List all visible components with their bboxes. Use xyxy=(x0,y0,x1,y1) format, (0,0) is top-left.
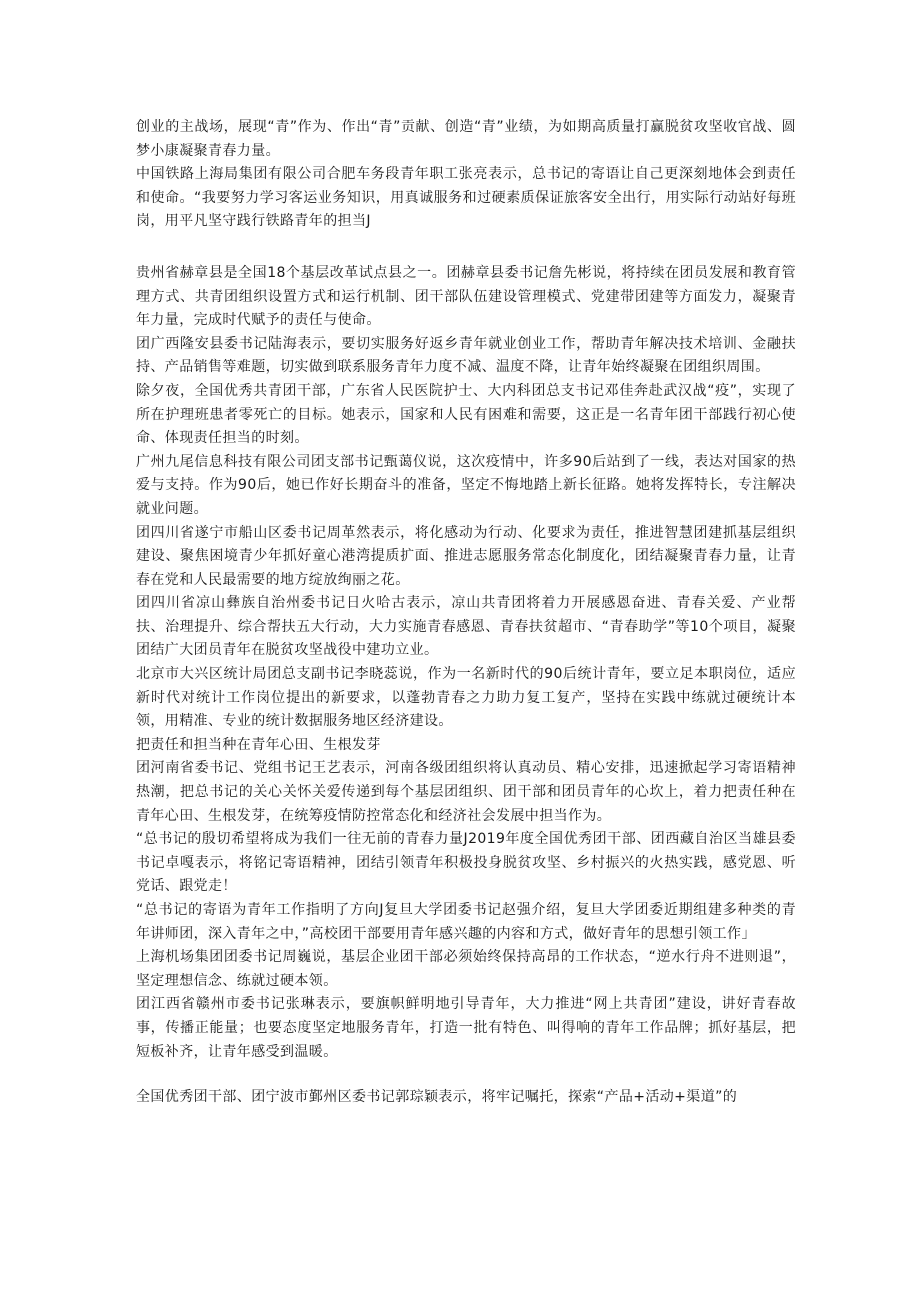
paragraph-spacer xyxy=(136,234,796,262)
paragraph: 团河南省委书记、党组书记王艺表示，河南各级团组织将认真动员、精心安排，迅速掀起学习寄语精神热潮，把总书记的关心关怀关爱传递到每个基层团组织、团干部和团员青年的心坎上，着力把责任种在青年心田、生根发芽，在统筹疫情防控常态化和经济社会发展中担当作为。 xyxy=(136,760,796,824)
paragraph: 团四川省凉山彝族自治州委书记日火哈古表示，凉山共青团将着力开展感恩奋进、青春关爱、产业帮扶、治理提升、综合帮扶五大行动，大力实施青春感恩、青春扶贫超市、“青春助学”等10个项目，凝聚团结广大团员青年在脱贫攻坚战役中建功立业。 xyxy=(136,595,796,659)
paragraph: 团广西隆安县委书记陆海表示，要切实服务好返乡青年就业创业工作，帮助青年解决技术培训、金融扶持、产品销售等难题，切实做到联系服务青年力度不减、温度不降，让青年始终凝聚在团组织周围。 xyxy=(136,335,796,376)
paragraph: 除夕夜，全国优秀共青团干部，广东省人民医院护士、大内科团总支书记邓佳奔赴武汉战“疫”，实现了所在护理班患者零死亡的目标。她表示，国家和人民有困难和需要，这正是一名青年团干部践行初心使命、体现责任担当的时刻。 xyxy=(136,382,796,447)
paragraph-spacer xyxy=(136,1064,796,1086)
paragraph: “总书记的殷切希望将成为我们一往无前的青春力量J2019年度全国优秀团干部、团西藏自治区当雄县委书记卓嘎表示，将铭记寄语精神，团结引领青年积极投身脱贫攻坚、乡村振兴的火热实践，感党恩、听党话、跟党走！ xyxy=(136,831,796,895)
paragraph: 北京市大兴区统计局团总支副书记李晓蕊说，作为一名新时代的90后统计青年，要立足本职岗位，适应新时代对统计工作岗位提出的新要求，以蓬勃青春之力助力复工复产，坚持在实践中练就过硬统计本领，用精准、专业的统计数据服务地区经济建设。 xyxy=(136,666,796,730)
paragraph: 广州九尾信息科技有限公司团支部书记甄蔼仪说，这次疫情中，许多90后站到了一线，表达对国家的热爱与支持。作为90后，她已作好长期奋斗的准备，坚定不悔地踏上新长征路。她将发挥特长，专注解决就业问题。 xyxy=(136,453,796,517)
paragraph: 团江西省赣州市委书记张琳表示，要旗帜鲜明地引导青年，大力推进“网上共青团”建设，讲好青春故事，传播正能量；也要态度坚定地服务青年，打造一批有特色、叫得响的青年工作品牌；抓好基层，把短板补齐，让青年感受到温暖。 xyxy=(136,996,796,1060)
paragraph: 团四川省遂宁市船山区委书记周革然表示，将化感动为行动、化要求为责任，推进智慧团建抓基层组织建设、聚焦困境青少年抓好童心港湾提质扩面、推进志愿服务常态化制度化，团结凝聚青春力量，让青春在党和人民最需要的地方绽放绚丽之花。 xyxy=(136,524,796,588)
paragraph: 贵州省赫章县是全国18个基层改革试点县之一。团赫章县委书记詹先彬说，将持续在团员发展和教育管理方式、共青团组织设置方式和运行机制、团干部队伍建设管理模式、党建带团建等方面发力，凝聚青年力量，完成时代赋予的责任与使命。 xyxy=(136,264,796,329)
paragraph: “总书记的寄语为青年工作指明了方向J复旦大学团委书记赵强介绍，复旦大学团委近期组建多种类的青年讲师团，深入青年之中，”高校团干部要用青年感兴趣的内容和方式，做好青年的思想引领工作」 xyxy=(136,902,796,942)
section-heading: 把责任和担当种在青年心田、生根发芽 xyxy=(136,736,381,753)
paragraph: 创业的主战场，展现“青”作为、作出“青”贡献、创造“青”业绩，为如期高质量打赢脱贫攻坚收官战、圆梦小康凝聚青春力量。 xyxy=(136,119,796,159)
paragraph: 中国铁路上海局集团有限公司合肥车务段青年职工张亮表示，总书记的寄语让自己更深刻地体会到责任和使命。“我要努力学习客运业务知识，用真诚服务和过硬素质保证旅客安全出行，用实际行动站好每班岗，用平凡坚守践行铁路青年的担当J xyxy=(136,166,796,230)
paragraph: 全国优秀团干部、团宁波市鄞州区委书记郭琮颖表示，将牢记嘱托，探索“产品+活动+渠道”的 xyxy=(136,1089,738,1106)
paragraph: 上海机场集团团委书记周巍说，基层企业团干部必须始终保持高昂的工作状态，“逆水行舟不进则退”，坚定理想信念、练就过硬本领。 xyxy=(136,949,796,989)
document-body xyxy=(136,116,796,1110)
